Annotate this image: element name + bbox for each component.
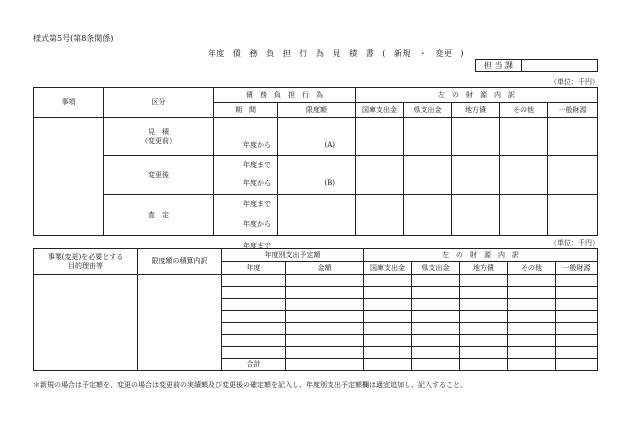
kubun-sub-label: （変更前） [141,136,176,145]
total-chihosai[interactable] [460,359,508,371]
tanto-label: 担 当 課 [476,60,522,72]
total-ippan[interactable] [556,359,598,371]
header-ken: 県支出金 [404,103,452,118]
ken-cell[interactable] [404,118,452,156]
mark-b: (B) [324,179,335,187]
header-kubun: 区分 [104,88,214,118]
kingaku-cell[interactable] [286,347,364,359]
sonota-cell[interactable] [508,299,556,311]
kubun-satei: 査 定 [104,195,214,236]
kokko-cell[interactable] [356,195,404,236]
header-ken: 県支出金 [412,262,460,275]
ken-cell[interactable] [412,335,460,347]
header-debt: 債 務 負 担 行 為 [214,88,356,103]
breakdown-cell[interactable] [138,275,222,371]
reason-cell[interactable] [34,275,138,371]
chihosai-cell[interactable] [460,311,508,323]
header-kokko: 国庫支出金 [356,103,404,118]
header-jiko: 事項 [34,88,104,118]
to-label: 年度まで [243,242,271,250]
chihosai-cell[interactable] [452,118,500,156]
chihosai-cell[interactable] [460,299,508,311]
ken-cell[interactable] [412,347,460,359]
header-zaigen: 左 の 財 源 内 訳 [356,88,598,103]
sonota-cell[interactable] [500,156,548,195]
chihosai-cell[interactable] [452,156,500,195]
nendo-cell[interactable] [222,275,286,287]
total-label: 合計 [222,359,286,371]
kokko-cell[interactable] [364,335,412,347]
sonota-cell[interactable] [508,275,556,287]
header-nendo: 年度 [222,262,286,275]
gendogaku-cell[interactable] [278,118,356,156]
ken-cell[interactable] [412,299,460,311]
header-chihosai: 地方債 [460,262,508,275]
tanto-box [475,59,598,72]
kokko-cell[interactable] [364,323,412,335]
ken-cell[interactable] [404,156,452,195]
unit-label-1: （単位：千円） [550,78,599,86]
ken-cell[interactable] [412,311,460,323]
total-sonota[interactable] [508,359,556,371]
kokko-cell[interactable] [364,287,412,299]
nendo-cell[interactable] [222,323,286,335]
ippan-cell[interactable] [548,156,598,195]
ippan-cell[interactable] [556,287,598,299]
header-reason [34,249,138,275]
unit-label-2: （単位：千円） [550,239,599,247]
header-sonota: その他 [500,103,548,118]
kubun-label: 見 積 [148,127,169,136]
kingaku-cell[interactable] [286,311,364,323]
header-annual: 年度別支出予定額 [222,249,364,262]
reason-label-1: 事業(変更)を必要とする [47,252,124,261]
sonota-cell[interactable] [508,287,556,299]
mark-a: (A) [324,140,335,149]
nendo-cell[interactable] [222,287,286,299]
gendogaku-cell[interactable] [278,156,356,195]
header-kingaku: 金額 [286,262,364,275]
ken-cell[interactable] [412,287,460,299]
kokko-cell[interactable] [364,275,412,287]
total-kingaku[interactable] [286,359,364,371]
reason-label-2: 目的理由等 [68,261,103,270]
nendo-cell[interactable] [222,299,286,311]
gendogaku-cell[interactable] [278,195,356,236]
ippan-cell[interactable] [556,323,598,335]
ken-cell[interactable] [412,275,460,287]
kingaku-cell[interactable] [286,275,364,287]
sonota-cell[interactable] [500,195,548,236]
total-ken[interactable] [412,359,460,371]
header-sonota: その他 [508,262,556,275]
footnote: ＊新規の場合は予定額を、変更の場合は変更前の実績額及び変更後の確定額を記入し、年度別支出予定額欄は適宜追加し、記入すること。 [33,381,467,389]
sonota-cell[interactable] [508,335,556,347]
form-label: 様式第5号(第8条関係) [33,34,114,43]
ippan-cell[interactable] [556,347,598,359]
header-zaigen: 左 の 財 源 内 訳 [364,249,598,262]
header-chihosai: 地方債 [452,103,500,118]
from-label: 年度から [243,140,271,149]
total-kokko[interactable] [364,359,412,371]
header-ippan: 一般財源 [548,103,598,118]
tanto-field[interactable] [522,60,598,72]
annual-table [33,248,598,371]
header-ippan: 一般財源 [556,262,598,275]
chihosai-cell[interactable] [460,275,508,287]
header-breakdown: 限度額の積算内訳 [138,249,222,275]
ippan-cell[interactable] [548,195,598,236]
nendo-cell[interactable] [222,347,286,359]
ken-cell[interactable] [404,195,452,236]
sonota-cell[interactable] [508,323,556,335]
kingaku-cell[interactable] [286,287,364,299]
nendo-cell[interactable] [222,335,286,347]
nendo-cell[interactable] [222,311,286,323]
chihosai-cell[interactable] [460,335,508,347]
ippan-cell[interactable] [556,311,598,323]
chihosai-cell[interactable] [460,287,508,299]
ippan-cell[interactable] [556,335,598,347]
header-kikan: 期 間 [214,103,278,118]
document-title: 年度 債 務 負 担 行 為 見 積 書 ( 新規 ・ 変更 ) [208,49,464,58]
kokko-cell[interactable] [356,118,404,156]
chihosai-cell[interactable] [460,347,508,359]
chihosai-cell[interactable] [452,195,500,236]
ippan-cell[interactable] [548,118,598,156]
kubun-henkogo: 変更後 [104,156,214,195]
ken-cell[interactable] [412,323,460,335]
to-label: 年度まで [243,200,271,208]
ippan-cell[interactable] [556,275,598,287]
from-label: 年度から [243,220,271,228]
kubun-mitsumori [104,118,214,156]
kokko-cell[interactable] [364,347,412,359]
chihosai-cell[interactable] [460,323,508,335]
ippan-cell[interactable] [556,299,598,311]
header-kokko: 国庫支出金 [364,262,412,275]
kingaku-cell[interactable] [286,323,364,335]
jiko-cell[interactable] [34,118,104,236]
kingaku-cell[interactable] [286,335,364,347]
from-label: 年度から [243,179,271,187]
kokko-cell[interactable] [364,299,412,311]
kingaku-cell[interactable] [286,299,364,311]
to-label: 年度まで [243,160,271,169]
kokko-cell[interactable] [356,156,404,195]
sonota-cell[interactable] [508,347,556,359]
kokko-cell[interactable] [364,311,412,323]
kikan-cell[interactable] [214,118,278,169]
sonota-cell[interactable] [500,118,548,156]
header-gendogaku: 限度額 [278,103,356,118]
sonota-cell[interactable] [508,311,556,323]
